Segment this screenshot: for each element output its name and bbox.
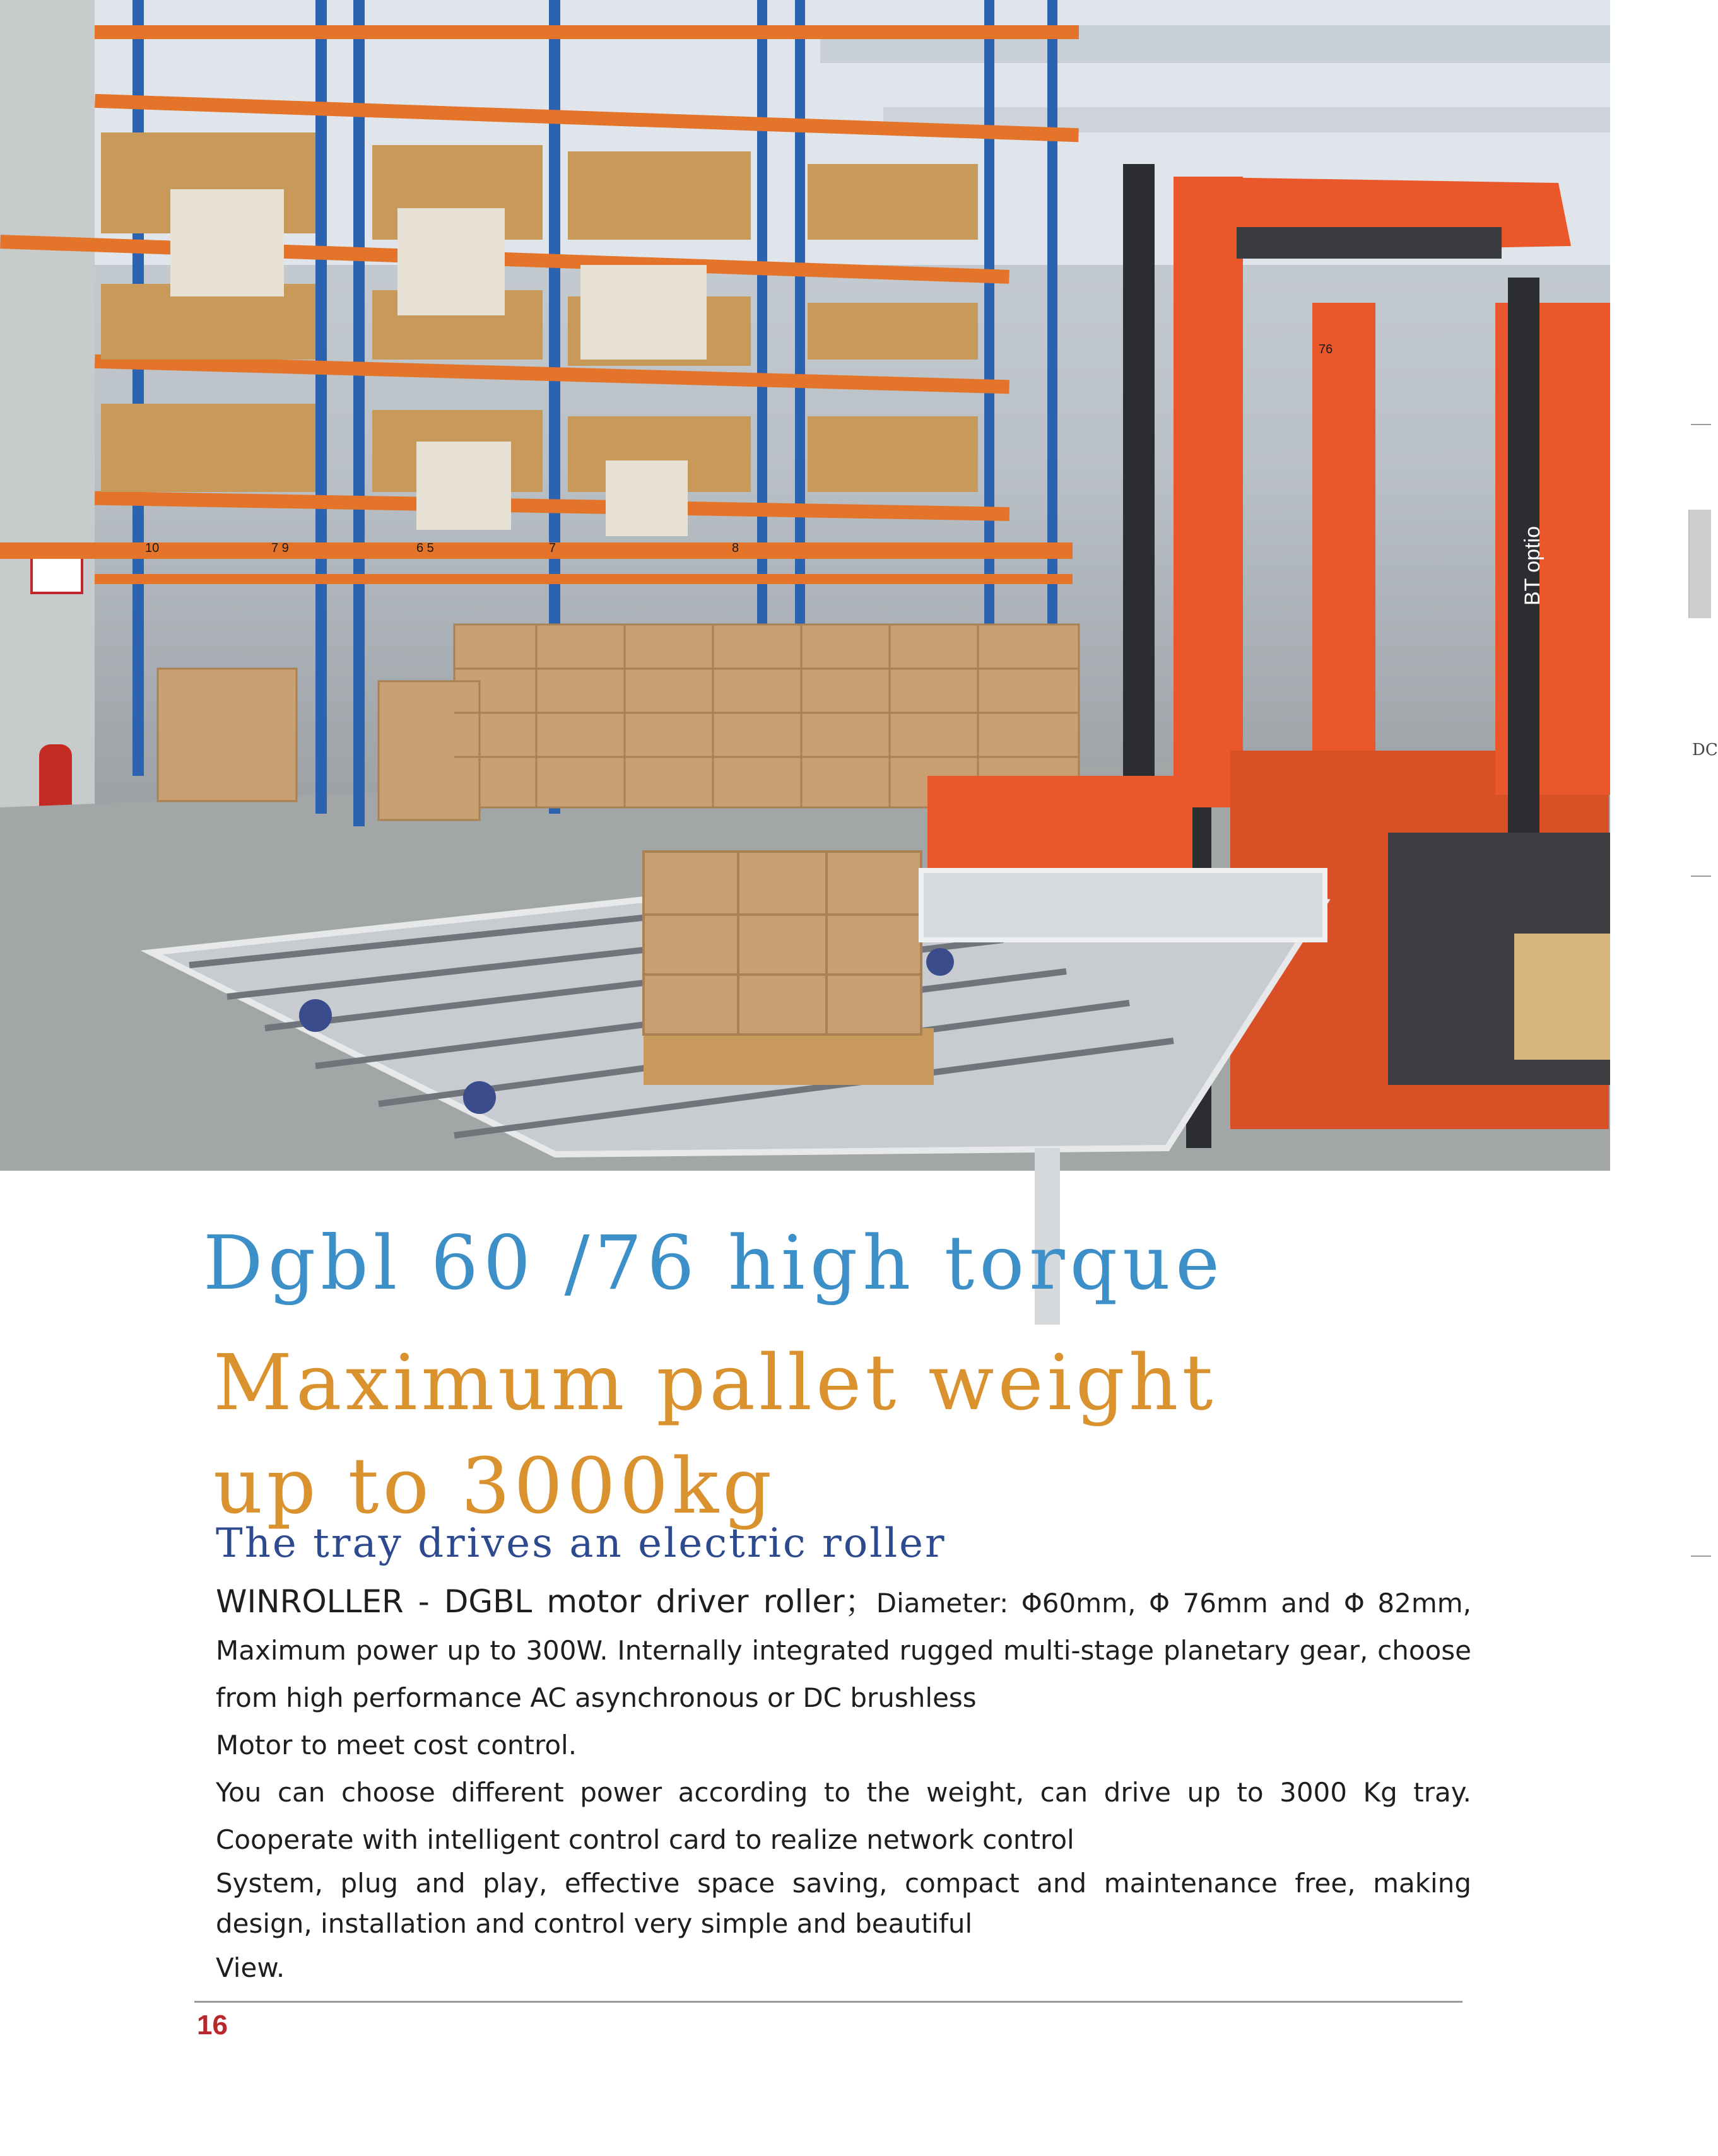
page-number: 16 [197,2010,228,2041]
page-title: Maximum pallet weight up to 3000kg [213,1338,1217,1531]
product-subtitle: Dgbl 60 /76 high torque [203,1219,1225,1306]
rack-tag-text: 76 [1319,343,1333,356]
product-specs: Diameter: Φ60mm, Φ 76mm and Φ 82mm, Maximum power up to 300W. Internally integrated rugged multi-stage planetary gear, choose from high performance AC asynchronous or DC brushless [216,1588,1472,1713]
paragraph-motor: Motor to meet cost control. [216,1730,577,1761]
paragraph-intro [216,1578,1471,1721]
rack-tag-text: 7 9 [271,541,289,555]
motor-icon [299,999,332,1032]
rack-tag-text: 8 [732,541,739,555]
body-text [216,1578,1471,1991]
footer-divider [194,2001,1462,2003]
paragraph-system: System, plug and play, effective space saving, compact and maintenance free, making design, installation and control very simple and beautiful [216,1868,1471,1939]
paragraph-power: You can choose different power according to the weight, can drive up to 3000 Kg tray. Cooperate with intelligent control card to realize network control [216,1777,1471,1855]
section-tab [1688,510,1711,618]
rack-tag-text: 7 [549,541,556,555]
edge-mark [1691,424,1711,425]
rack-tag-text: 10 [145,541,160,555]
paragraph-view: View. [216,1952,285,1983]
rack-tag-text: 6 5 [416,541,434,555]
exit-sign-icon [32,555,82,593]
edge-label: DC [1692,741,1718,759]
edge-mark [1691,1555,1711,1557]
motor-icon [463,1081,496,1114]
section-heading: The tray drives an electric roller [216,1520,946,1567]
product-lead: WINROLLER - DGBL motor driver roller； [216,1583,876,1620]
pallet-graphic [644,1028,934,1085]
forklift-brand-text: BT optio [1521,525,1544,606]
edge-mark [1691,876,1711,877]
motor-icon [926,948,954,976]
carton-stack-graphic [644,852,921,1034]
